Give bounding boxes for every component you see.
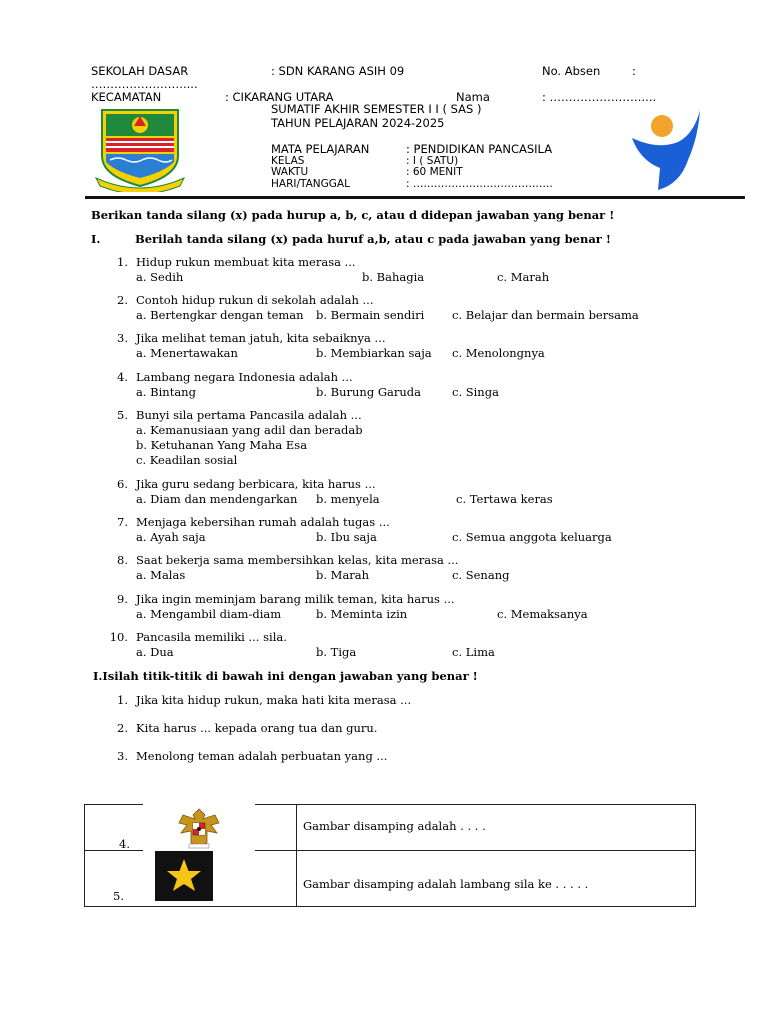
row-number: 4. [119, 837, 130, 851]
question-number: 4. [117, 370, 128, 384]
option-b[interactable]: b. Meminta izin [316, 607, 408, 621]
nama-value: : …………………….... [542, 90, 657, 104]
kecamatan-label: KECAMATAN [91, 90, 162, 104]
regency-crest-icon [94, 106, 186, 192]
option-a[interactable]: a. Menertawakan [136, 346, 238, 360]
question-text: Hidup rukun membuat kita merasa ... [136, 255, 356, 269]
school-value: : SDN KARANG ASIH 09 [271, 64, 405, 78]
academic-year: TAHUN PELAJARAN 2024-2025 [271, 116, 445, 130]
picture-cell [85, 851, 297, 907]
question-text: Bunyi sila pertama Pancasila adalah ... [136, 408, 362, 422]
question-text: Menjaga kebersihan rumah adalah tugas ... [136, 515, 390, 529]
option-a[interactable]: a. Kemanusiaan yang adil dan beradab [136, 423, 363, 437]
mapel-label: MATA PELAJARAN [271, 142, 370, 156]
kurikulum-logo-icon [628, 108, 708, 194]
option-b[interactable]: b. Marah [316, 568, 370, 582]
question-cell [297, 851, 696, 907]
garuda-pancasila-icon [143, 803, 255, 851]
option-a[interactable]: a. Malas [136, 568, 186, 582]
option-a[interactable]: a. Sedih [136, 270, 184, 284]
picture-question-text: Gambar disamping adalah lambang sila ke . . . . . [303, 877, 589, 891]
kelas-label: KELAS [271, 155, 305, 167]
option-a[interactable]: a. Ayah saja [136, 530, 206, 544]
picture-cell [85, 805, 297, 851]
question-text: Contoh hidup rukun di sekolah adalah ... [136, 293, 374, 307]
question-number: 2. [117, 721, 128, 735]
question-number: 9. [117, 592, 128, 606]
exam-header [0, 0, 768, 205]
option-b[interactable]: b. Burung Garuda [316, 385, 422, 399]
mapel-value: : PENDIDIKAN PANCASILA [406, 142, 553, 156]
option-c[interactable]: c. Singa [452, 385, 499, 399]
absen-dots: …………………….... [91, 77, 198, 91]
picture-question-table [84, 804, 696, 907]
garuda-image-frame [143, 803, 255, 851]
question-text: Menolong teman adalah perbuatan yang ... [136, 749, 388, 763]
option-c[interactable]: c. Senang [452, 568, 510, 582]
section1-numeral: I. [91, 232, 101, 246]
row-number: 5. [113, 889, 124, 903]
question-text: Jika melihat teman jatuh, kita sebaiknya ... [136, 331, 386, 345]
option-b[interactable]: b. menyela [316, 492, 380, 506]
question-text: Jika ingin meminjam barang milik teman, kita harus ... [136, 592, 455, 606]
option-b[interactable]: b. Membiarkan saja [316, 346, 432, 360]
question-text: Jika kita hidup rukun, maka hati kita merasa ... [136, 693, 412, 707]
header-divider [85, 196, 745, 199]
exam-title: SUMATIF AKHIR SEMESTER I I ( SAS ) [271, 102, 482, 116]
question-text: Jika guru sedang berbicara, kita harus ... [136, 477, 376, 491]
question-text: Saat bekerja sama membersihkan kelas, kita merasa ... [136, 553, 459, 567]
absen-value: : [632, 64, 636, 78]
option-b[interactable]: b. Ketuhanan Yang Maha Esa [136, 438, 308, 452]
option-c[interactable]: c. Lima [452, 645, 495, 659]
star-icon [155, 851, 213, 901]
table-row [85, 805, 696, 851]
option-a[interactable]: a. Mengambil diam-diam [136, 607, 282, 621]
question-number: 10. [109, 630, 128, 644]
question-number: 2. [117, 293, 128, 307]
option-c[interactable]: c. Keadilan sosial [136, 453, 238, 467]
main-instruction: Berikan tanda silang (x) pada hurup a, b, c, atau d didepan jawaban yang benar ! [91, 208, 615, 222]
option-b[interactable]: b. Bahagia [362, 270, 425, 284]
question-number: 1. [117, 693, 128, 707]
question-number: 3. [117, 749, 128, 763]
kecamatan-value: : CIKARANG UTARA [225, 90, 334, 104]
option-c[interactable]: c. Menolongnya [452, 346, 545, 360]
absen-label: No. Absen [542, 64, 601, 78]
question-number: 3. [117, 331, 128, 345]
section2-instruction: I.Isilah titik-titik di bawah ini dengan jawaban yang benar ! [93, 669, 478, 683]
option-b[interactable]: b. Ibu saja [316, 530, 377, 544]
option-a[interactable]: a. Bintang [136, 385, 196, 399]
option-b[interactable]: b. Tiga [316, 645, 357, 659]
option-c[interactable]: c. Memaksanya [497, 607, 588, 621]
question-number: 6. [117, 477, 128, 491]
option-c[interactable]: c. Semua anggota keluarga [452, 530, 612, 544]
option-c[interactable]: c. Belajar dan bermain bersama [452, 308, 639, 322]
question-number: 5. [117, 408, 128, 422]
option-a[interactable]: a. Dua [136, 645, 174, 659]
picture-question-text: Gambar disamping adalah . . . . [303, 819, 486, 833]
option-c[interactable]: c. Tertawa keras [456, 492, 553, 506]
kelas-value: : I ( SATU) [406, 155, 459, 167]
school-label: SEKOLAH DASAR [91, 64, 189, 78]
waktu-label: WAKTU [271, 166, 309, 178]
question-number: 7. [117, 515, 128, 529]
question-number: 1. [117, 255, 128, 269]
table-row [85, 851, 696, 907]
question-text: Kita harus ... kepada orang tua dan guru. [136, 721, 378, 735]
option-a[interactable]: a. Diam dan mendengarkan [136, 492, 298, 506]
question-text: Pancasila memiliki ... sila. [136, 630, 287, 644]
question-number: 8. [117, 553, 128, 567]
hari-value: : …………………………………. [406, 178, 553, 190]
nama-label: Nama [456, 90, 490, 104]
star-image-frame [155, 851, 213, 901]
question-cell [297, 805, 696, 851]
section1-instruction: Berilah tanda silang (x) pada huruf a,b, atau c pada jawaban yang benar ! [135, 232, 611, 246]
option-a[interactable]: a. Bertengkar dengan teman [136, 308, 304, 322]
option-c[interactable]: c. Marah [497, 270, 550, 284]
question-text: Lambang negara Indonesia adalah ... [136, 370, 353, 384]
waktu-value: : 60 MENIT [406, 166, 463, 178]
option-b[interactable]: b. Bermain sendiri [316, 308, 425, 322]
hari-label: HARI/TANGGAL [271, 178, 350, 190]
